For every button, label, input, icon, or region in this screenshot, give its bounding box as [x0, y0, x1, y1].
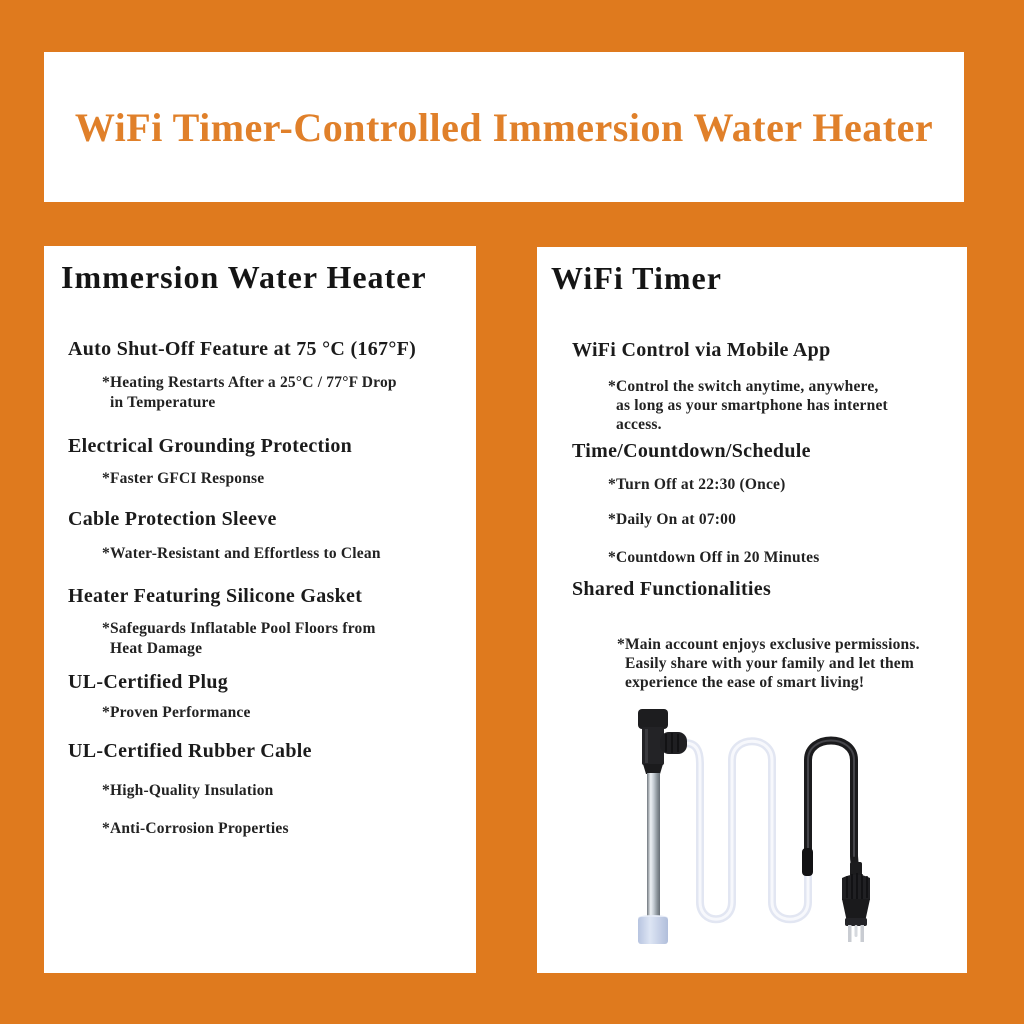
power-cord-light [685, 741, 808, 919]
feature-note: *Main account enjoys exclusive permissions. Easily share with your family and let them experience the ease of smart living! [617, 636, 920, 691]
cable-gland [660, 732, 687, 754]
feature-note: *Control the switch anytime, anywhere, as long as your smartphone has internet access. [608, 378, 888, 433]
heater-neck [643, 764, 663, 774]
plug-blade-left [848, 925, 852, 942]
feature-note: *Safeguards Inflatable Pool Floors from Heat Damage [102, 620, 376, 657]
plug-blade-right [861, 925, 865, 942]
us-plug [842, 862, 870, 942]
feature-note: *Water-Resistant and Effortless to Clean [102, 545, 381, 562]
feature-title-auto-shutoff: Auto Shut-Off Feature at 75 °C (167°F) [68, 338, 417, 360]
page-title: WiFi Timer-Controlled Immersion Water Heater [74, 104, 934, 150]
plug-shoulder [842, 875, 870, 901]
steel-tube [647, 773, 660, 918]
power-cord-black [802, 741, 856, 877]
left-panel-heading: Immersion Water Heater [61, 259, 427, 295]
feature-title-time-countdown-schedule: Time/Countdown/Schedule [572, 440, 811, 462]
feature-note: *Turn Off at 22:30 (Once) [608, 476, 786, 493]
feature-title-cable-sleeve: Cable Protection Sleeve [68, 508, 277, 530]
product-photo-immersion-heater [630, 706, 890, 946]
feature-note: *Proven Performance [102, 704, 251, 721]
base-cap [638, 917, 668, 944]
feature-note: *Countdown Off in 20 Minutes [608, 549, 820, 566]
right-panel-heading: WiFi Timer [551, 260, 722, 296]
title-banner [44, 52, 964, 202]
feature-note: *High-Quality Insulation [102, 782, 274, 799]
feature-title-silicone-gasket: Heater Featuring Silicone Gasket [68, 585, 363, 607]
feature-title-wifi-control: WiFi Control via Mobile App [572, 339, 831, 361]
feature-note: *Daily On at 07:00 [608, 511, 737, 528]
cord-junction-sleeve [802, 848, 813, 876]
heater-top-cap [638, 709, 668, 729]
feature-title-grounding: Electrical Grounding Protection [68, 435, 353, 457]
feature-note: *Anti-Corrosion Properties [102, 820, 289, 837]
heater-unit [638, 709, 687, 944]
feature-note: *Faster GFCI Response [102, 470, 265, 487]
feature-title-ul-cable: UL-Certified Rubber Cable [68, 740, 312, 762]
plug-ground-pin [855, 925, 858, 937]
feature-title-ul-plug: UL-Certified Plug [68, 671, 229, 693]
plug-face [845, 918, 867, 926]
feature-note: *Heating Restarts After a 25°C / 77°F Drop in Temperature [102, 374, 397, 411]
feature-title-shared-functionalities: Shared Functionalities [572, 578, 772, 600]
panel-immersion-water-heater [44, 246, 476, 973]
panel-wifi-timer [537, 247, 967, 973]
